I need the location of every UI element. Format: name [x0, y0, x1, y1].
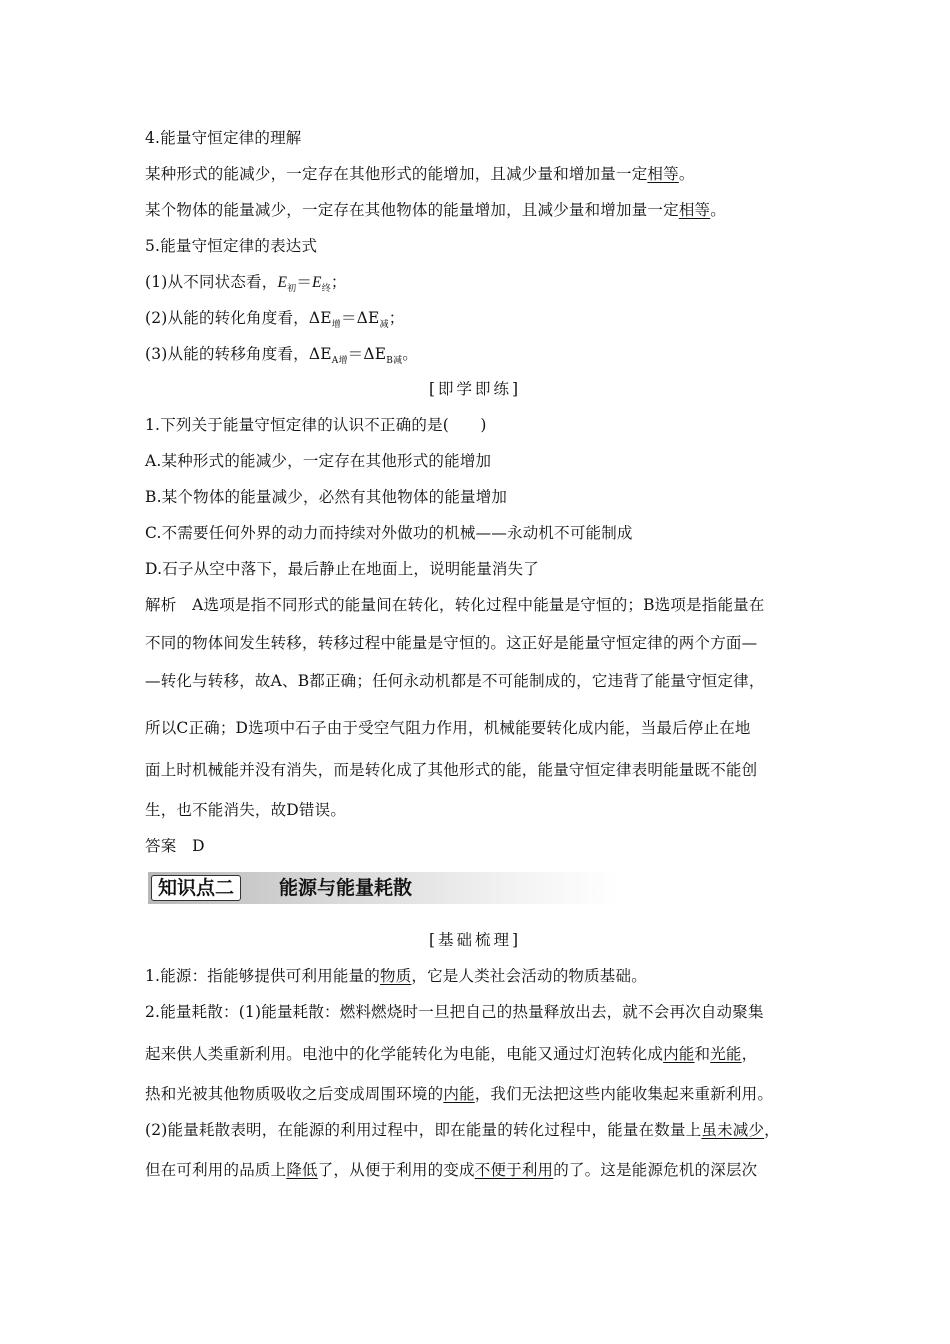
option-a: A.某种形式的能减少，一定存在其他形式的能增加 [145, 452, 492, 470]
analysis-line: —转化与转移，故A、B都正确；任何永动机都是不可能制成的，它违背了能量守恒定律， [145, 672, 765, 690]
underlined-answer: 相等 [678, 201, 711, 219]
analysis-line: 解析 A选项是指不同形式的能量间在转化，转化过程中能量是守恒的；B选项是指能量在 [145, 596, 765, 614]
analysis-line: 生，也不能消失，故D错误。 [145, 801, 347, 819]
practice-heading: [即学即练] [428, 380, 522, 398]
option-c: C.不需要任何外界的动力而持续对外做功的机械——永动机不可能制成 [145, 524, 633, 542]
underlined-answer: 光能 [710, 1045, 742, 1063]
basics-line-6: 但在可利用的品质上降低了，从便于利用的变成不便于利用的了。这是能源危机的深层次 [145, 1161, 758, 1179]
underlined-answer: 内能 [443, 1085, 475, 1103]
expression-2: (2)从能的转化角度看，$\Delta E_增=\Delta E_减$； [145, 309, 405, 331]
analysis-line: 所以C正确；D选项中石子由于受空气阻力作用，机械能要转化成内能，当最后停止在地 [145, 719, 751, 737]
option-d: D.石子从空中落下，最后静止在地面上，说明能量消失了 [145, 560, 540, 578]
section-banner [148, 872, 618, 904]
basics-line-1: 1.能源：指能够提供可利用能量的物质，它是人类社会活动的物质基础。 [145, 967, 647, 985]
answer: 答案 D [145, 837, 205, 855]
analysis-line: 不同的物体间发生转移，转移过程中能量是守恒的。这正好是能量守恒定律的两个方面— [145, 634, 758, 652]
underlined-answer: 相等 [647, 165, 679, 183]
question: 1.下列关于能量守恒定律的认识不正确的是( ) [145, 416, 487, 434]
basics-line-2: 2.能量耗散：(1)能量耗散：燃料燃烧时一旦把自己的热量释放出去，就不会再次自动聚集 [145, 1003, 764, 1021]
paragraph-1: 某种形式的能减少，一定存在其他形式的能增加，且减少量和增加量一定相等。 [145, 165, 695, 183]
heading-5: 5.能量守恒定律的表达式 [145, 237, 318, 255]
basics-heading: [基础梳理] [428, 931, 522, 949]
analysis-line: 面上时机械能并没有消失，而是转化成了其他形式的能，能量守恒定律表明能量既不能创 [145, 761, 758, 779]
underlined-answer: 虽未减少 [701, 1121, 765, 1139]
expression-3: (3)从能的转移角度看，$\Delta E_{A增}=\Delta E_{B减}$。 [145, 345, 418, 367]
banner-title: 能源与能量耗散 [279, 877, 413, 899]
basics-line-3: 起来供人类重新利用。电池中的化学能转化为电能，电能又通过灯泡转化成内能和光能， [145, 1045, 758, 1063]
basics-line-5: (2)能量耗散表明，在能源的利用过程中，即在能量的转化过程中，能量在数量上虽未减少， [145, 1121, 780, 1139]
paragraph-2: 某个物体的能量减少，一定存在其他物体的能量增加，且减少量和增加量一定相等。 [145, 201, 726, 219]
basics-line-4: 热和光被其他物质吸收之后变成周围环境的内能，我们无法把这些内能收集起来重新利用。 [145, 1085, 774, 1103]
underlined-answer: 不便于利用 [474, 1161, 554, 1179]
expression-1: (1)从不同状态看，$E_初=E_终$； [145, 273, 347, 295]
option-b: B.某个物体的能量减少，必然有其他物体的能量增加 [145, 488, 508, 506]
banner-tag: 知识点二 [151, 875, 241, 901]
heading-4: 4.能量守恒定律的理解 [145, 129, 302, 147]
underlined-answer: 内能 [663, 1045, 695, 1063]
underlined-answer: 降低 [286, 1161, 318, 1179]
underlined-answer: 物质 [380, 967, 412, 985]
